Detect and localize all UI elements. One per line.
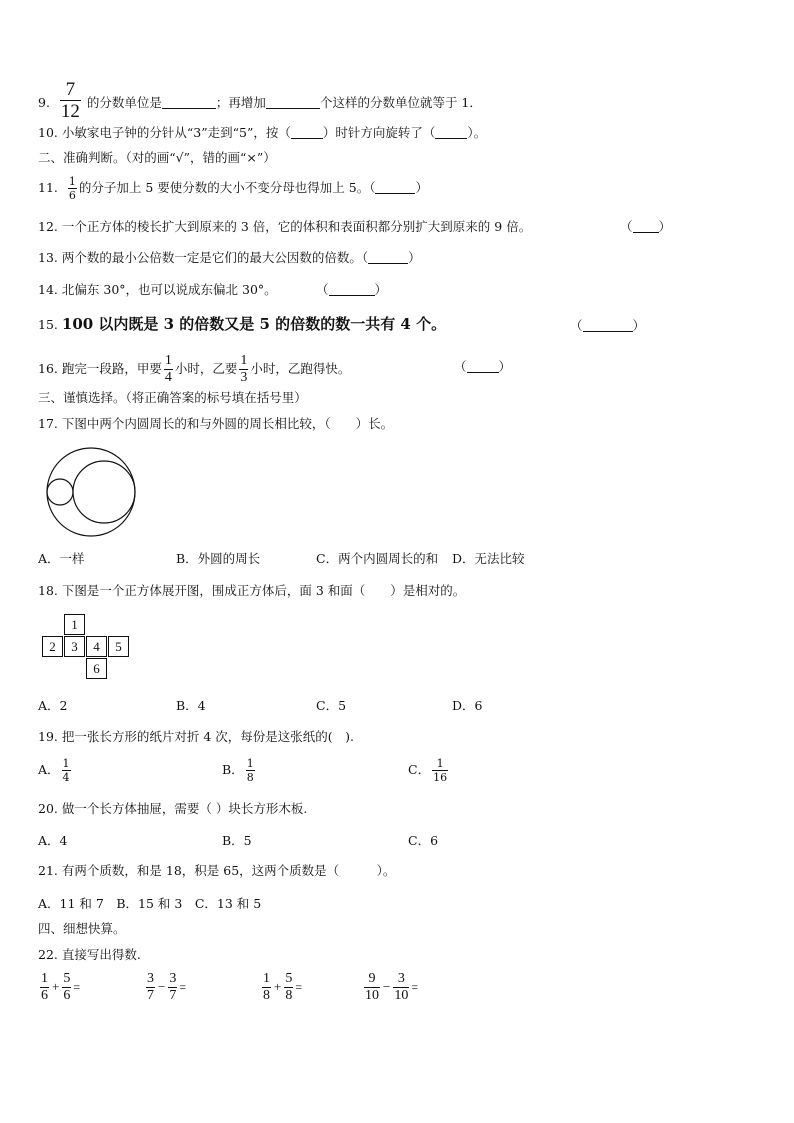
answer-blank[interactable] bbox=[375, 181, 415, 194]
option-label: B． bbox=[222, 762, 244, 777]
question-text: ；再增加 bbox=[215, 95, 266, 110]
paren: ） bbox=[374, 282, 388, 297]
options-row[interactable]: A．11 和 7 B．15 和 3 C．13 和 5 bbox=[38, 896, 262, 911]
question-10 bbox=[38, 125, 486, 141]
option-b[interactable] bbox=[222, 758, 257, 783]
question-text: 的分数单位是 bbox=[86, 95, 162, 110]
paren: （ bbox=[570, 318, 583, 333]
fraction: $\frac{1}{16}$ bbox=[433, 757, 448, 784]
question-11 bbox=[38, 176, 428, 201]
question-13 bbox=[38, 250, 421, 266]
answer-paren-14[interactable] bbox=[316, 282, 387, 298]
net-face-2: 2 bbox=[42, 636, 63, 657]
fraction: $\frac{1}{4}$ bbox=[164, 353, 172, 385]
fraction: $\frac{1}{6}$ bbox=[41, 971, 48, 1003]
question-19 bbox=[38, 729, 354, 745]
paren: ） bbox=[658, 219, 672, 234]
option-label: A． bbox=[38, 762, 60, 777]
option-c[interactable] bbox=[408, 758, 450, 783]
question-text: 个这样的分数单位就等于 1． bbox=[319, 95, 482, 110]
cube-net bbox=[42, 614, 132, 680]
fraction: $\frac{1}{8}$ bbox=[246, 757, 254, 784]
expression-3 bbox=[260, 972, 302, 1003]
answer-blank[interactable] bbox=[583, 319, 633, 332]
question-number: 14. bbox=[38, 282, 58, 297]
circles-figure bbox=[40, 446, 140, 538]
answer-blank[interactable] bbox=[266, 96, 320, 109]
question-text: 一个正方体的棱长扩大到原来的 3 倍，它的体积和表面积都分别扩大到原来的 9 倍。 bbox=[61, 219, 532, 234]
section-heading-2: 二、准确判断。（对的画“√”，错的画“×”） bbox=[38, 150, 276, 165]
question-21 bbox=[38, 863, 395, 879]
answer-paren-15[interactable] bbox=[570, 318, 645, 334]
question-text: 下图是一个正方体展开图，围成正方体后，面 3 和面（ ）是相对的。 bbox=[61, 583, 466, 598]
question-number: 21. bbox=[38, 863, 58, 878]
answer-blank[interactable] bbox=[633, 220, 659, 233]
answer-paren-12[interactable] bbox=[620, 219, 671, 235]
question-number: 10. bbox=[38, 125, 58, 140]
question-text: 把一张长方形的纸片对折 4 次，每份是这张纸的( ). bbox=[61, 729, 355, 744]
option-a[interactable]: A．2 bbox=[38, 698, 68, 713]
large-inner-circle bbox=[73, 461, 135, 523]
option-d[interactable]: D．6 bbox=[452, 698, 483, 713]
question-number: 16. bbox=[38, 361, 58, 376]
equals-sign: = bbox=[73, 980, 81, 994]
question-number: 12. bbox=[38, 219, 58, 234]
paren: （ bbox=[454, 359, 467, 374]
fraction: $\frac{3}{10}$ bbox=[394, 971, 409, 1003]
fraction: $\frac{1}{4}$ bbox=[62, 757, 70, 784]
expression-1 bbox=[38, 972, 80, 1003]
equals-sign: = bbox=[179, 980, 187, 994]
expression-4 bbox=[362, 972, 418, 1003]
answer-paren-16[interactable] bbox=[454, 359, 511, 375]
answer-blank[interactable] bbox=[162, 96, 216, 109]
question-text: 的分子加上 5 要使分数的大小不变分母也得加上 5。（ bbox=[78, 180, 376, 195]
question-15 bbox=[38, 314, 446, 335]
answer-blank[interactable] bbox=[329, 283, 375, 296]
question-text: 跑完一段路，甲要 bbox=[61, 361, 162, 376]
option-d[interactable]: D．无法比较 bbox=[452, 551, 525, 566]
paren: ） bbox=[408, 250, 421, 265]
operator: − bbox=[383, 979, 391, 994]
equals-sign: = bbox=[411, 980, 419, 994]
option-a[interactable]: A．一样 bbox=[38, 551, 85, 566]
section-heading-3: 三、谨慎选择。（将正确答案的标号填在括号里） bbox=[38, 390, 307, 405]
question-text: 小敏家电子钟的分针从“3”走到“5”，按（ bbox=[61, 125, 291, 140]
question-number: 22. bbox=[38, 947, 58, 962]
expression-2 bbox=[144, 972, 186, 1003]
question-17 bbox=[38, 416, 393, 432]
question-number: 18. bbox=[38, 583, 58, 598]
question-text: ）时针方向旋转了（ bbox=[322, 125, 436, 140]
paren: （ bbox=[316, 282, 329, 297]
paren: ） bbox=[415, 180, 428, 195]
net-face-4: 4 bbox=[86, 636, 107, 657]
paren: ） bbox=[498, 359, 512, 374]
question-number: 19. bbox=[38, 729, 58, 744]
fraction: $\frac{3}{7}$ bbox=[147, 971, 154, 1003]
question-number: 9. bbox=[38, 95, 50, 110]
equals-sign: = bbox=[295, 980, 303, 994]
paren: （ bbox=[620, 219, 633, 234]
operator: − bbox=[158, 979, 166, 994]
section-heading-4: 四、细想快算。 bbox=[38, 921, 126, 936]
fraction: $\frac{5}{8}$ bbox=[285, 971, 293, 1003]
question-text: 做一个长方体抽屉，需要（ ）块长方形木板. bbox=[61, 801, 308, 816]
operator: + bbox=[274, 979, 282, 994]
option-b[interactable]: B．外圆的周长 bbox=[176, 551, 261, 566]
option-c[interactable]: C．两个内圆周长的和 bbox=[316, 551, 439, 566]
question-text: 小时，乙要 bbox=[174, 361, 238, 376]
question-number: 11. bbox=[38, 180, 58, 195]
option-b[interactable]: B．4 bbox=[176, 698, 206, 713]
operator: + bbox=[52, 979, 60, 994]
net-face-5: 5 bbox=[108, 636, 129, 657]
outer-circle bbox=[47, 448, 135, 536]
option-label: C． bbox=[408, 762, 431, 777]
question-text: 100 以内既是 3 的倍数又是 5 的倍数的数一共有 4 个。 bbox=[61, 315, 447, 333]
question-number: 13. bbox=[38, 250, 58, 265]
question-16 bbox=[38, 354, 350, 385]
fraction: $\frac{1}{6}$ bbox=[68, 175, 76, 202]
question-12 bbox=[38, 219, 531, 235]
question-20 bbox=[38, 801, 307, 817]
answer-blank[interactable] bbox=[291, 126, 323, 139]
option-c[interactable]: C．5 bbox=[316, 698, 347, 713]
question-text: 直接写出得数. bbox=[61, 947, 141, 962]
fraction: $\frac{7}{12}$ bbox=[60, 79, 80, 122]
question-text: 北偏东 30°，也可以说成东偏北 30°。 bbox=[61, 282, 277, 297]
question-18 bbox=[38, 583, 465, 599]
question-number: 20. bbox=[38, 801, 58, 816]
fraction: $\frac{1}{8}$ bbox=[263, 971, 270, 1003]
option-a[interactable]: A．4 bbox=[38, 833, 68, 848]
net-face-1: 1 bbox=[64, 614, 85, 635]
fraction: $\frac{9}{10}$ bbox=[365, 971, 379, 1003]
paren: ） bbox=[632, 318, 646, 333]
net-face-6: 6 bbox=[86, 658, 107, 679]
question-14 bbox=[38, 282, 277, 298]
fraction: $\frac{3}{7}$ bbox=[169, 971, 177, 1003]
question-text: ）。 bbox=[467, 125, 487, 140]
question-22 bbox=[38, 947, 141, 963]
question-text: 下图中两个内圆周长的和与外圆的周长相比较，（ ）长。 bbox=[61, 416, 394, 431]
fraction: $\frac{1}{3}$ bbox=[240, 353, 248, 385]
fraction: $\frac{5}{6}$ bbox=[63, 971, 71, 1003]
answer-blank[interactable] bbox=[435, 126, 467, 139]
option-b[interactable]: B．5 bbox=[222, 833, 252, 848]
question-number: 17. bbox=[38, 416, 58, 431]
answer-blank[interactable] bbox=[467, 360, 499, 373]
option-c[interactable]: C．6 bbox=[408, 833, 439, 848]
net-face-3: 3 bbox=[64, 636, 85, 657]
question-number: 15. bbox=[38, 317, 58, 332]
question-9 bbox=[38, 80, 482, 121]
question-text: 小时，乙跑得快。 bbox=[250, 361, 351, 376]
answer-blank[interactable] bbox=[368, 251, 408, 264]
question-text: 两个数的最小公倍数一定是它们的最大公因数的倍数。（ bbox=[61, 250, 369, 265]
option-a[interactable] bbox=[38, 758, 73, 783]
question-text: 有两个质数，和是 18，积是 65，这两个质数是（ ）。 bbox=[61, 863, 396, 878]
small-inner-circle bbox=[47, 479, 73, 505]
